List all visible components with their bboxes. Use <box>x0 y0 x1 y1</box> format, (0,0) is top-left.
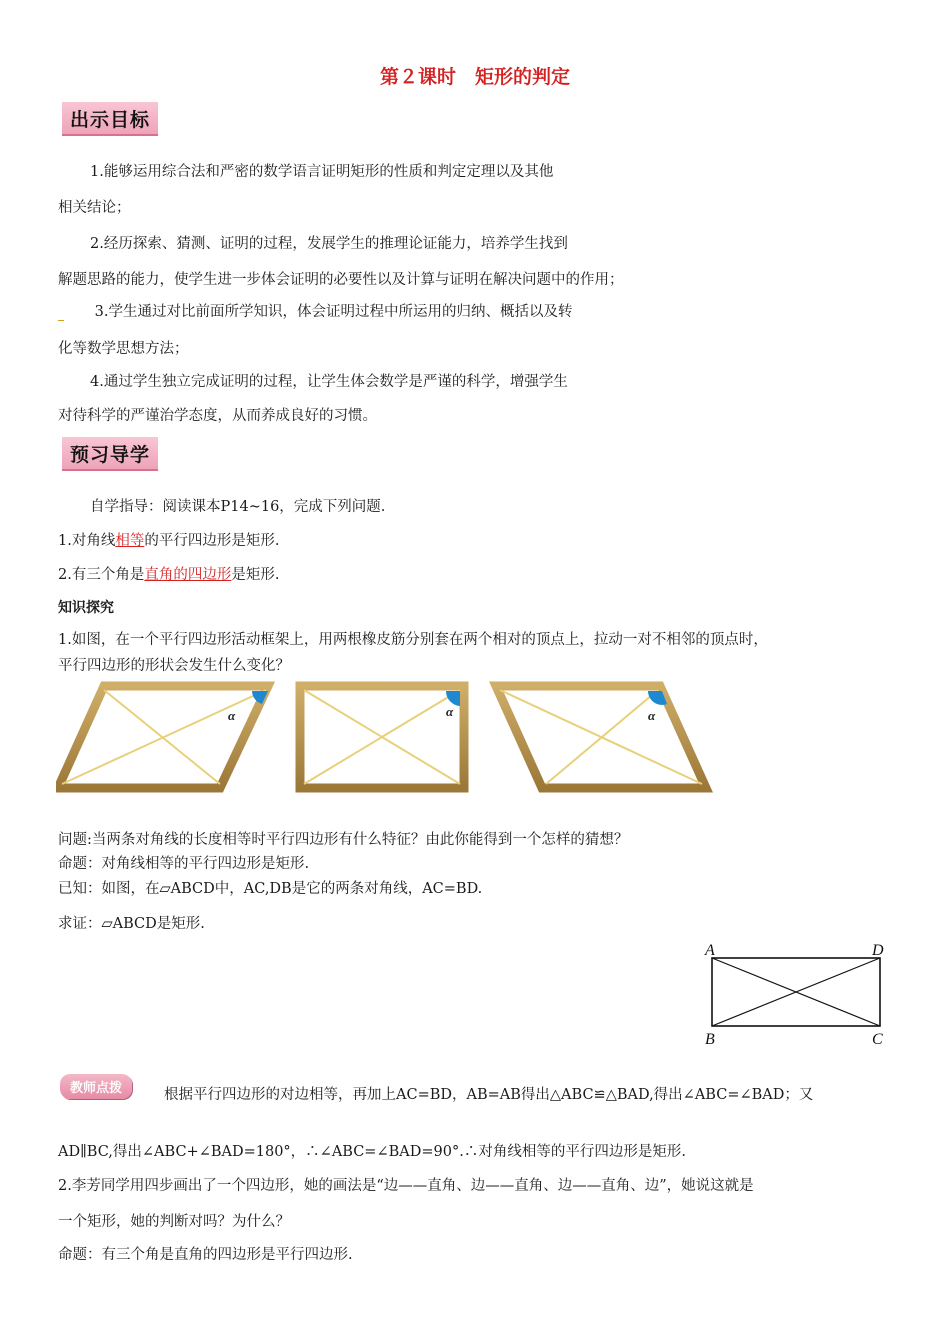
q2-answer: 直角的四边形 <box>144 567 232 583</box>
section-tag-goals: 出示目标 <box>62 102 158 136</box>
preview-question-2 <box>58 563 279 584</box>
teacher-hint-line1: 根据平行四边形的对边相等，再加上AC=BD，AB=AB得出△ABC≌△BAD,得出∠ABC=∠BAD；又 <box>164 1087 814 1103</box>
alpha-label-1: α <box>228 708 236 723</box>
vertex-label-a: A <box>705 942 715 959</box>
goal-line-1: 1.能够运用综合法和严密的数学语言证明矩形的性质和判定定理以及其他 <box>90 164 554 180</box>
explore-p2-line2: 一个矩形，她的判断对吗？为什么？ <box>58 1214 290 1230</box>
goal-line-6: 化等数学思想方法； <box>58 341 189 357</box>
goal-line-8: 对待科学的严谨治学态度，从而养成良好的习惯。 <box>58 408 377 424</box>
preview-question-1 <box>58 529 279 550</box>
q1-prefix: 1.对角线 <box>58 533 116 549</box>
q1-suffix: 的平行四边形是矩形. <box>144 533 280 549</box>
q2-prefix: 2.有三个角是 <box>58 567 145 583</box>
frames-figure <box>56 680 716 796</box>
prove-text: 求证：▱ABCD是矩形. <box>58 916 205 932</box>
page-title: 第２课时 矩形的判定 <box>379 66 570 88</box>
alpha-label-3: α <box>648 708 656 723</box>
goal-line-4: 解题思路的能力，使学生进一步体会证明的必要性以及计算与证明在解决问题中的作用； <box>58 272 624 288</box>
proposition-1: 命题：对角线相等的平行四边形是矩形. <box>58 856 310 872</box>
teacher-hint-tag: 教师点拨 <box>60 1074 132 1099</box>
frame-parallelogram-right <box>496 686 706 788</box>
alpha-label-2: α <box>446 704 454 719</box>
vertex-label-b: B <box>705 1031 715 1048</box>
mark-dash <box>58 320 64 321</box>
goal-line-3: 2.经历探索、猜测、证明的过程，发展学生的推理论证能力，培养学生找到 <box>90 236 568 252</box>
teacher-hint-line2: AD∥BC,得出∠ABC+∠BAD=180°，∴∠ABC=∠BAD=90°.∴对角线相等的平行四边形是矩形. <box>58 1144 686 1160</box>
goal-line-7: 4.通过学生独立完成证明的过程，让学生体会数学是严谨的科学，增强学生 <box>90 374 568 390</box>
vertex-label-c: C <box>872 1031 883 1048</box>
vertex-label-d: D <box>872 942 884 959</box>
q2-suffix: 是矩形. <box>231 567 280 583</box>
proposition-2: 命题：有三个角是直角的四边形是平行四边形. <box>58 1247 353 1263</box>
q1-answer: 相等 <box>115 533 145 549</box>
self-study-guide: 自学指导：阅读课本P14~16，完成下列问题. <box>90 499 386 515</box>
explore-p1-line2: 平行四边形的形状会发生什么变化？ <box>58 658 290 674</box>
given-text: 已知：如图，在▱ABCD中，AC,DB是它的两条对角线，AC=BD. <box>58 881 483 897</box>
goal-line-5: 3.学生通过对比前面所学知识，体会证明过程中所运用的归纳、概括以及转 <box>94 304 573 320</box>
question-text: 问题:当两条对角线的长度相等时平行四边形有什么特征？由此你能得到一个怎样的猜想？ <box>58 832 629 848</box>
explore-heading: 知识探究 <box>58 600 114 616</box>
frame-parallelogram-left <box>58 686 268 788</box>
frame-rectangle-middle <box>300 686 464 788</box>
rectangle-abcd-diagram <box>700 938 895 1048</box>
explore-p1-line1: 1.如图，在一个平行四边形活动框架上，用两根橡皮筋分别套在两个相对的顶点上，拉动一对不相邻的顶点时， <box>58 632 768 648</box>
goal-line-2: 相关结论； <box>58 200 131 216</box>
explore-p2-line1: 2.李芳同学用四步画出了一个四边形，她的画法是“边——直角、边——直角、边——直角、边”，她说这就是 <box>58 1178 754 1194</box>
section-tag-preview: 预习导学 <box>62 437 158 471</box>
goal-line-5-wrap <box>58 300 572 321</box>
